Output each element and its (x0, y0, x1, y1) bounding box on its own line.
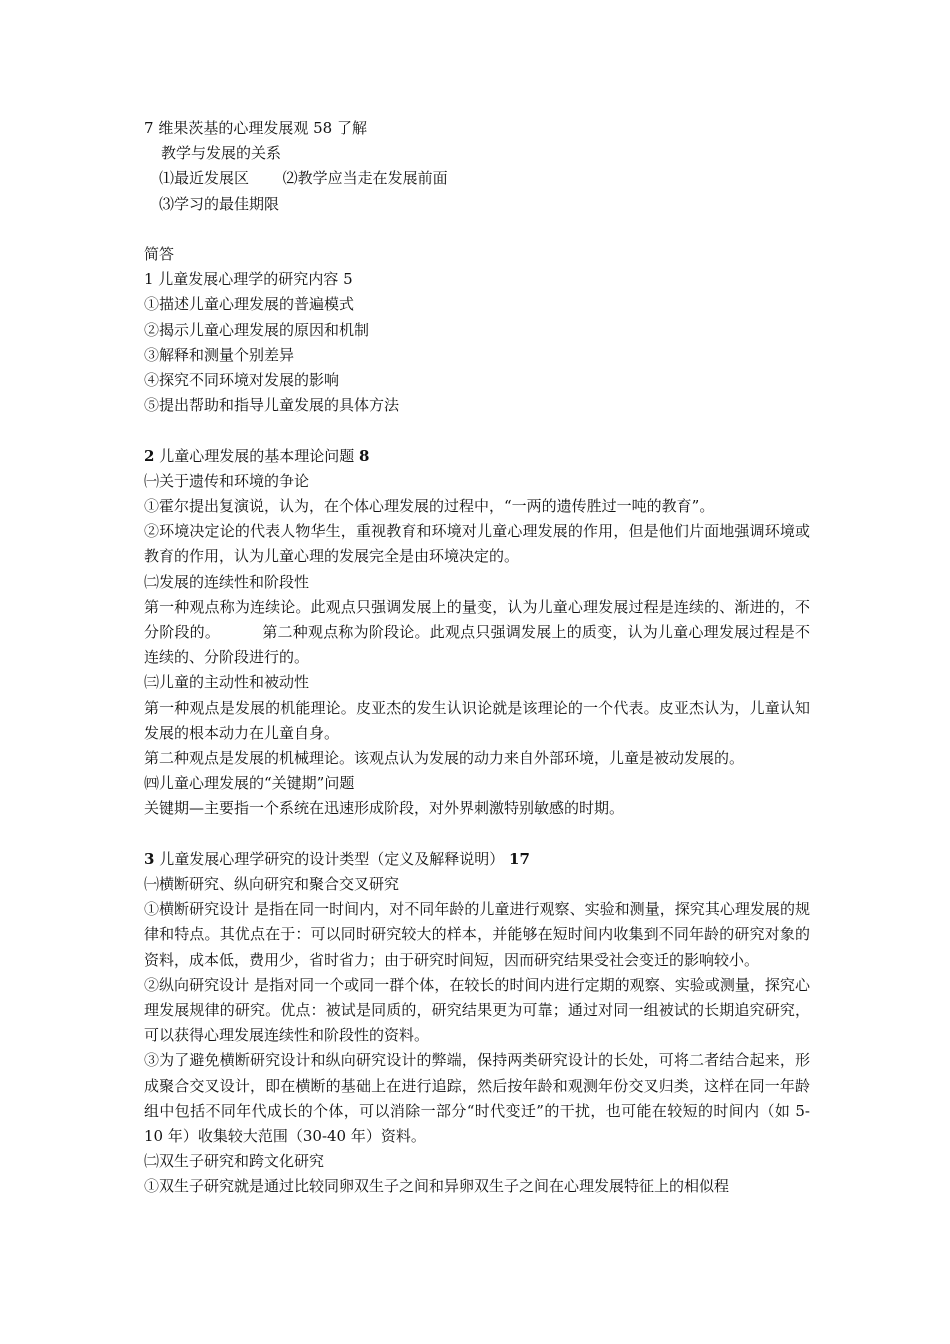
subsection-title: ㈣儿童心理发展的“关键期”问题 (144, 774, 355, 793)
sub-title: 教学与发展的关系 (161, 144, 282, 163)
heading-text: 维果茨基的心理发展观 (158, 119, 309, 137)
question-2-page: 8 (359, 446, 370, 465)
heading-number: 7 (144, 119, 154, 137)
stage-view: 第二种观点称为阶段论。此观点只强调发展上的质变，认为儿童心理发展过程是不连续的、分阶段进行的。 (144, 623, 810, 667)
heading-tag: 了解 (337, 119, 368, 137)
paragraph: ③为了避免横断研究设计和纵向研究设计的弊端，保持两类研究设计的长处，可将二者结合起来，形成聚合交叉设计，即在横断的基础上在进行追踪，然后按年龄和观测年份交叉归类，这样在同一年龄组中包括不同年代成长的个体，可以消除一部分“时代变迁”的干扰，也可能在较短的时间内（如 5-10 年）收集较大范围（30-40 年）资料。 (144, 1051, 810, 1146)
paragraph: 第一种观点是发展的机能理论。皮亚杰的发生认识论就是该理论的一个代表。皮亚杰认为，儿童认知发展的根本动力在儿童自身。 (144, 698, 810, 742)
subsection-title: ㈠横断研究、纵向研究和聚合交叉研究 (144, 875, 400, 894)
item-row (144, 166, 810, 191)
spacer (144, 822, 810, 847)
paragraph: ①横断研究设计 是指在同一时间内，对不同年龄的儿童进行观察、实验和测量，探究其心理发展的规律和特点。其优点在于：可以同时研究较大的样本，并能够在短时间内收集到不同年龄的研究对象的资料，成本低，费用少，省时省力；由于研究时间短，因而研究结果受社会变迁的影响较小。 (144, 900, 810, 969)
paragraph: ①双生子研究就是通过比较同卵双生子之间和异卵双生子之间在心理发展特征上的相似程 (144, 1177, 730, 1196)
paragraph: 第二种观点是发展的机械理论。该观点认为发展的动力来自外部环境，儿童是被动发展的。 (144, 749, 745, 768)
subsection-title: ㈢儿童的主动性和被动性 (144, 673, 310, 692)
question-1-item: ③解释和测量个别差异 (144, 345, 295, 364)
section-heading-7 (144, 116, 810, 141)
subsection-title: ㈠关于遗传和环境的争论 (144, 471, 310, 490)
question-3-page: 17 (509, 849, 530, 868)
question-1-item: ②揭示儿童心理发展的原因和机制 (144, 320, 370, 339)
paragraph (144, 595, 810, 671)
subsection-title: ㈡双生子研究和跨文化研究 (144, 1152, 325, 1171)
question-2-title (144, 444, 810, 469)
subsection-title: ㈡发展的连续性和阶段性 (144, 572, 310, 591)
continuity-view: 第一种观点称为连续论。此观点只强调发展上的量变，认为儿童心理发展过程是连续的、渐进的，不分阶段的。 (144, 597, 810, 642)
document-body (144, 116, 810, 1200)
paragraph: ②环境决定论的代表人物华生，重视教育和环境对儿童心理发展的作用，但是他们片面地强调环境或教育的作用，认为儿童心理的发展完全是由环境决定的。 (144, 522, 810, 566)
item-teaching-ahead: ⑵教学应当走在发展前面 (282, 169, 448, 188)
question-1-title: 1 儿童发展心理学的研究内容 5 (144, 270, 353, 289)
paragraph: ②纵向研究设计 是指对同一个或同一群个体，在较长的时间内进行定期的观察、实验或测量，探究心理发展规律的研究。优点：被试是同质的，研究结果更为可靠；通过对同一组被试的长期追究研究，可以获得心理发展连续性和阶段性的资料。 (144, 975, 810, 1045)
paragraph: ①霍尔提出复演说，认为，在个体心理发展的过程中，“一两的遗传胜过一吨的教育”。 (144, 497, 715, 516)
question-3-title (144, 847, 810, 872)
section-label: 简答 (144, 245, 175, 263)
question-2-text: 儿童心理发展的基本理论问题 (159, 446, 355, 465)
question-3-number: 3 (144, 849, 155, 868)
question-1-item: ④探究不同环境对发展的影响 (144, 371, 340, 390)
question-2-number: 2 (144, 446, 155, 465)
spacer (144, 217, 810, 242)
question-1-item: ①描述儿童心理发展的普遍模式 (144, 295, 355, 314)
item-critical-period: ⑶学习的最佳期限 (159, 194, 280, 213)
question-1-item: ⑤提出帮助和指导儿童发展的具体方法 (144, 396, 400, 415)
item-zpd: ⑴最近发展区 (159, 169, 250, 188)
heading-page: 58 (313, 119, 333, 137)
paragraph: 关键期—主要指一个系统在迅速形成阶段，对外界刺激特别敏感的时期。 (144, 799, 625, 818)
spacer (144, 418, 810, 443)
question-3-text: 儿童发展心理学研究的设计类型（定义及解释说明） (159, 849, 505, 868)
